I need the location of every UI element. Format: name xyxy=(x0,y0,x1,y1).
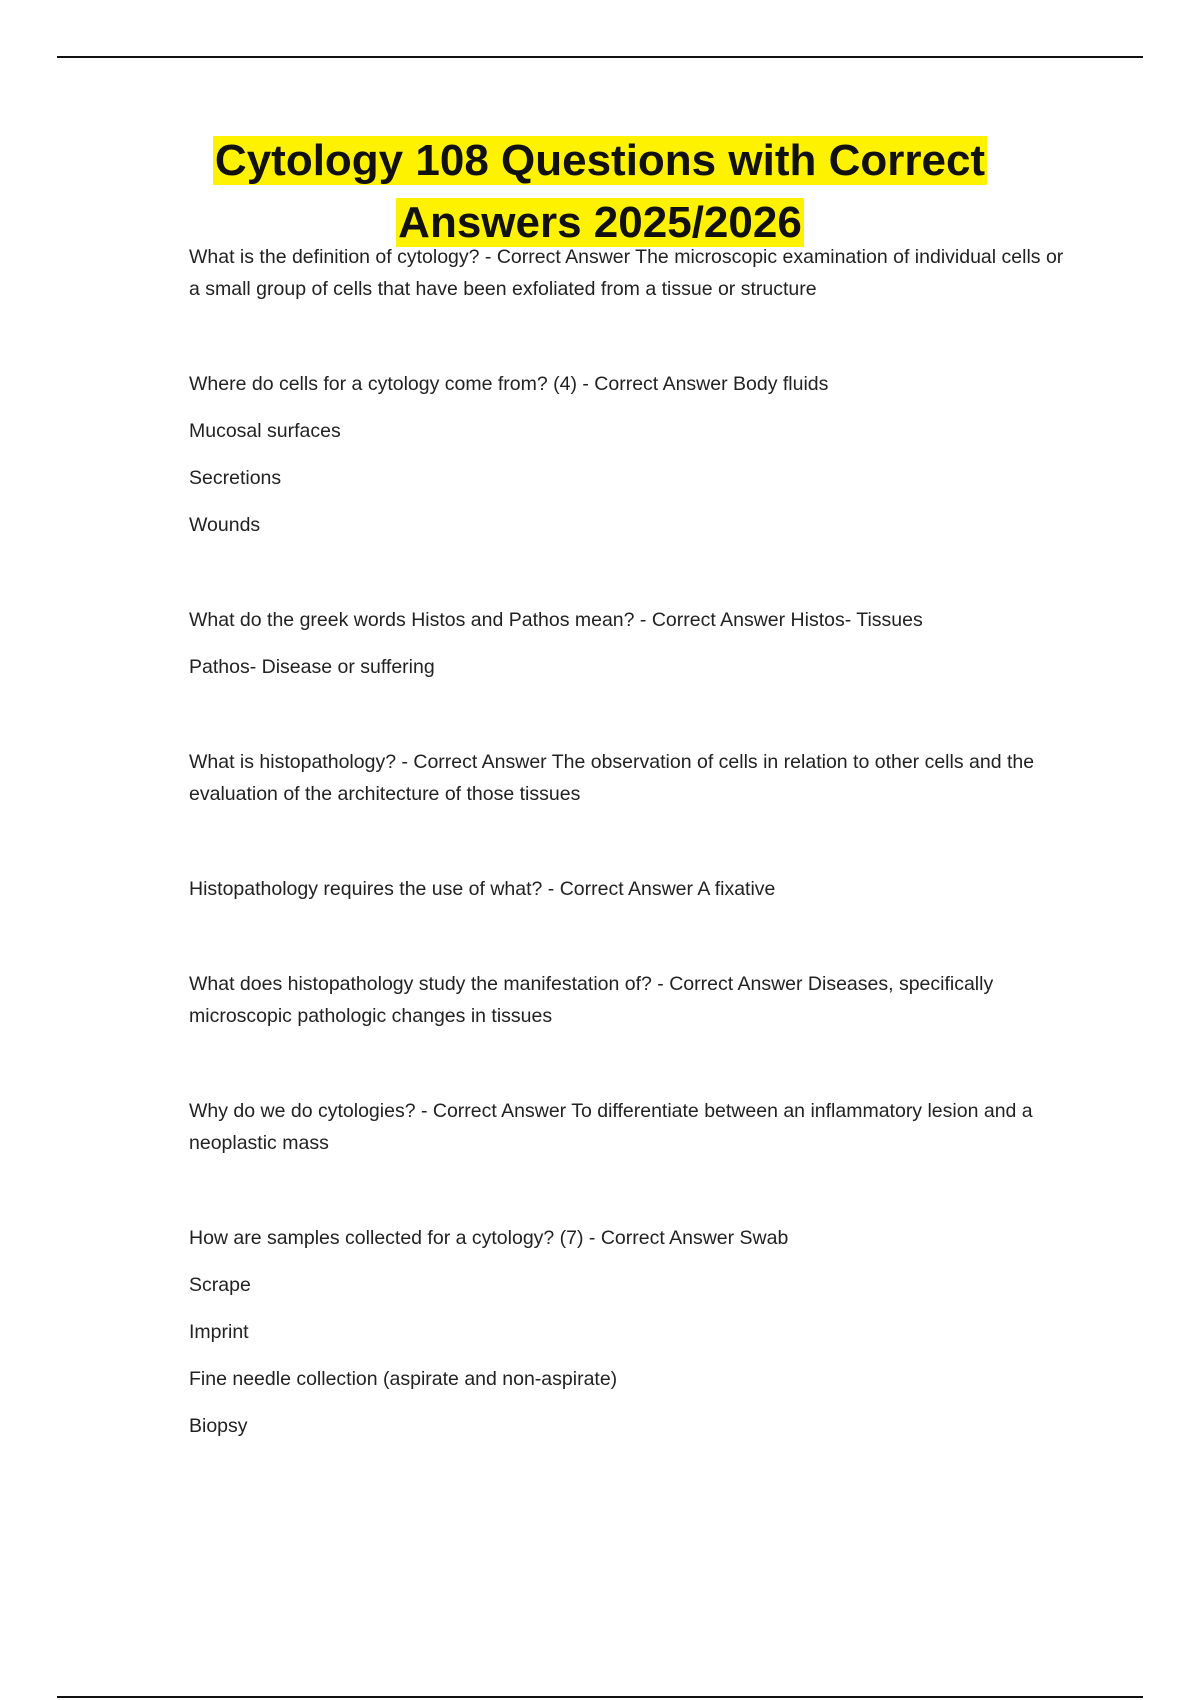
qa-item xyxy=(189,1222,1069,1442)
qa-item xyxy=(189,604,1069,683)
qa-item xyxy=(189,1095,1069,1159)
qa-answer-line: Biopsy xyxy=(189,1415,248,1437)
document-title: Cytology 108 Questions with Correct Answers 2025/2026 xyxy=(214,136,986,247)
qa-item xyxy=(189,873,1069,905)
qa-answer-line: Secretions xyxy=(189,467,282,489)
qa-answer-line: Wounds xyxy=(189,514,261,536)
qa-list xyxy=(189,241,1069,1442)
qa-answer-line: Pathos- Disease or suffering xyxy=(189,656,435,678)
qa-text: Why do we do cytologies? - Correct Answer To differentiate between an inflammatory lesion and a neoplastic mass xyxy=(189,1100,1033,1154)
qa-text: What is histopathology? - Correct Answer The observation of cells in relation to other cells and the evaluation of the architecture of those tissues xyxy=(189,751,1035,805)
qa-text: How are samples collected for a cytology? (7) - Correct Answer Swab xyxy=(189,1227,789,1249)
qa-item xyxy=(189,368,1069,541)
qa-text: What does histopathology study the manifestation of? - Correct Answer Diseases, specifically microscopic pathologic changes in tissues xyxy=(189,973,994,1027)
qa-text: Histopathology requires the use of what? - Correct Answer A fixative xyxy=(189,878,776,900)
qa-item xyxy=(189,746,1069,810)
footer-divider xyxy=(57,1696,1143,1698)
qa-item xyxy=(189,968,1069,1032)
qa-answer-line: Mucosal surfaces xyxy=(189,420,341,442)
qa-text: What is the definition of cytology? - Correct Answer The microscopic examination of individual cells or a small group of cells that have been exfoliated from a tissue or structure xyxy=(189,246,1064,300)
qa-answer-line: Imprint xyxy=(189,1321,249,1343)
qa-answer-line: Fine needle collection (aspirate and non-aspirate) xyxy=(189,1368,618,1390)
qa-item xyxy=(189,241,1069,305)
qa-answer-line: Scrape xyxy=(189,1274,251,1296)
qa-text: Where do cells for a cytology come from? (4) - Correct Answer Body fluids xyxy=(189,373,829,395)
qa-text: What do the greek words Histos and Pathos mean? - Correct Answer Histos- Tissues xyxy=(189,609,923,631)
header-divider xyxy=(57,56,1143,58)
